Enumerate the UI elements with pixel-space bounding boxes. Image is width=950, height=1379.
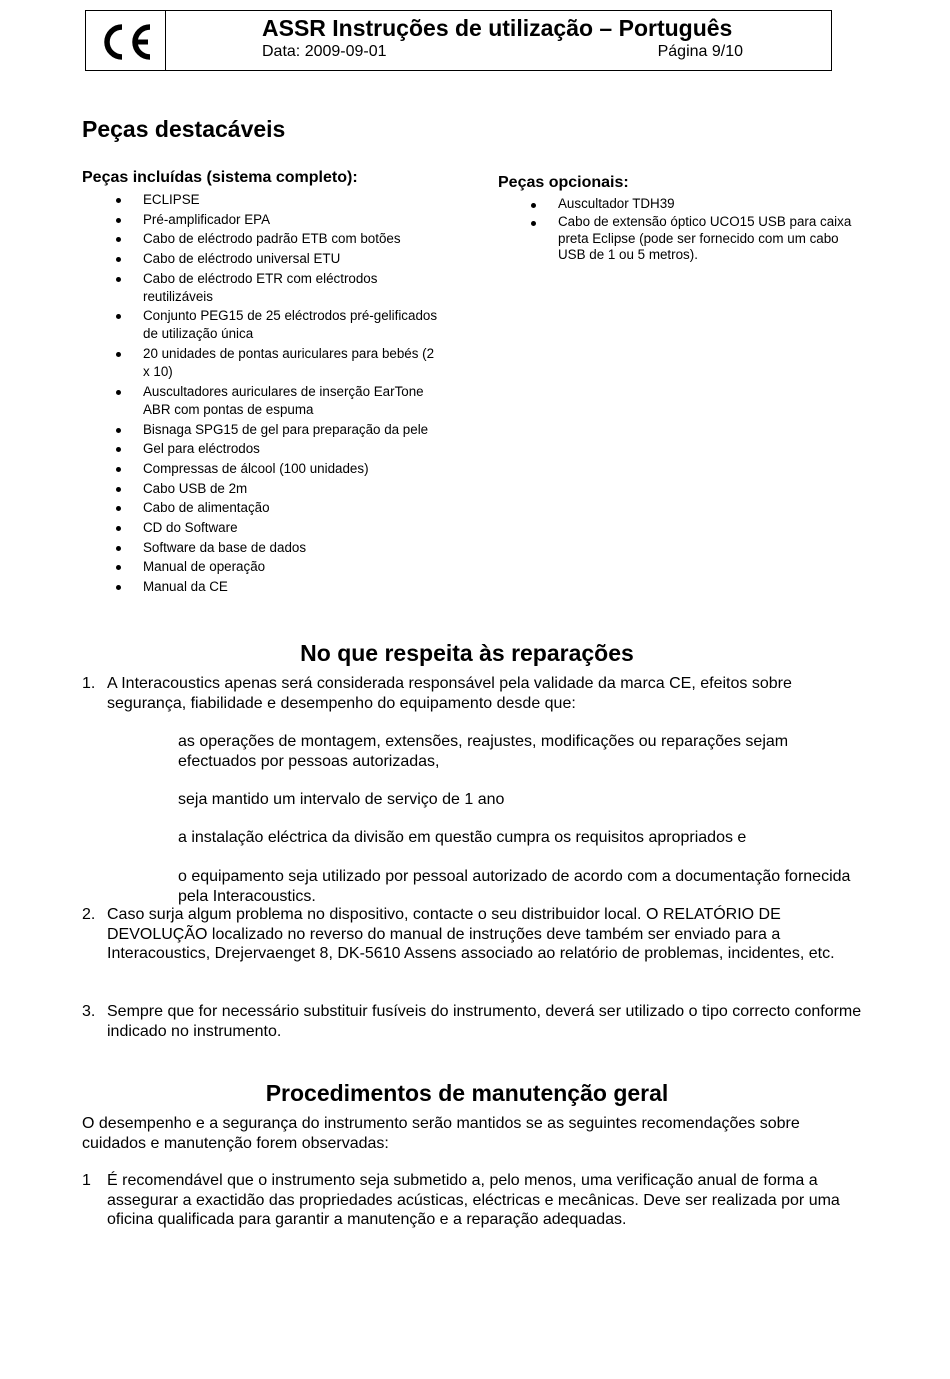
- optional-parts-heading: Peças opcionais:: [498, 174, 629, 191]
- list-item: Bisnaga SPG15 de gel para preparação da pele: [143, 421, 443, 439]
- maintenance-item-1-number: 1: [82, 1172, 91, 1189]
- repairs-condition: a instalação eléctrica da divisão em questão cumpra os requisitos apropriados e: [178, 829, 747, 846]
- logo-cell: [86, 11, 166, 70]
- list-item: Cabo de eléctrodo universal ETU: [143, 250, 443, 268]
- included-parts-heading: Peças incluídas (sistema completo):: [82, 169, 358, 186]
- list-item: Compressas de álcool (100 unidades): [143, 460, 443, 478]
- repairs-condition: as operações de montagem, extensões, reajustes, modificações ou reparações sejam efectuados por pessoas autorizadas,: [178, 733, 789, 770]
- list-item: Cabo de alimentação: [143, 499, 443, 517]
- section-title-repairs: No que respeita às reparações: [300, 640, 634, 666]
- list-item: Manual da CE: [143, 578, 443, 596]
- optional-parts-list: [558, 196, 858, 265]
- list-item: Cabo de eléctrodo padrão ETB com botões: [143, 230, 443, 248]
- list-item: CD do Software: [143, 519, 443, 537]
- list-item: Pré-amplificador EPA: [143, 211, 443, 229]
- repairs-item-2-text: Caso surja algum problema no dispositivo, contacte o seu distribuidor local. O RELATÓRIO DE DEVOLUÇÃO localizado no reverso do manual de instruções deve também ser enviado para a Interacoustics, Drejervaenget 8, DK-5610 Assens associado ao relatório de problemas, incidentes, etc.: [107, 906, 835, 962]
- included-parts-list: [143, 191, 443, 598]
- repairs-item-3-text: Sempre que for necessário substituir fusíveis do instrumento, deverá ser utilizado o tipo correcto conforme indicado no instrumento.: [107, 1003, 862, 1040]
- page-number: Página 9/10: [657, 43, 743, 60]
- repairs-item-1-number: 1.: [82, 675, 96, 692]
- repairs-condition: o equipamento seja utilizado por pessoal autorizado de acordo com a documentação fornecida pela Interacoustics.: [178, 868, 851, 905]
- list-item: ECLIPSE: [143, 191, 443, 209]
- list-item: Cabo USB de 2m: [143, 480, 443, 498]
- list-item: Conjunto PEG15 de 25 eléctrodos pré-gelificados de utilização única: [143, 307, 443, 343]
- repairs-condition: seja mantido um intervalo de serviço de 1 ano: [178, 791, 505, 808]
- ce-mark-icon: [94, 17, 158, 65]
- list-item: Cabo de extensão óptico UCO15 USB para caixa preta Eclipse (pode ser fornecido com um cabo USB de 1 ou 5 metros).: [558, 214, 858, 264]
- list-item: Auscultador TDH39: [558, 196, 858, 213]
- repairs-item-2-number: 2.: [82, 906, 96, 923]
- document-title: ASSR Instruções de utilização – Português: [262, 15, 733, 41]
- list-item: Auscultadores auriculares de inserção EarTone ABR com pontas de espuma: [143, 383, 443, 419]
- maintenance-intro: O desempenho e a segurança do instrumento serão mantidos se as seguintes recomendações sobre cuidados e manutenção forem observadas:: [82, 1115, 800, 1152]
- list-item: Software da base de dados: [143, 539, 443, 557]
- list-item: 20 unidades de pontas auriculares para bebés (2 x 10): [143, 345, 443, 381]
- section-title-detachable-parts: Peças destacáveis: [82, 116, 286, 142]
- section-title-maintenance: Procedimentos de manutenção geral: [265, 1080, 669, 1106]
- list-item: Gel para eléctrodos: [143, 440, 443, 458]
- list-item: Manual de operação: [143, 558, 443, 576]
- repairs-item-1-text: A Interacoustics apenas será considerada responsável pela validade da marca CE, efeitos sobre segurança, fiabilidade e desempenho do equipamento desde que:: [107, 675, 792, 712]
- document-date: Data: 2009-09-01: [262, 43, 387, 60]
- list-item: Cabo de eléctrodo ETR com eléctrodos reutilizáveis: [143, 270, 443, 306]
- maintenance-item-1-text: É recomendável que o instrumento seja submetido a, pelo menos, uma verificação anual de forma a assegurar a exactidão das propriedades acústicas, eléctricas e mecânicas. Deve ser realizada por uma oficina qualificada para garantir a manutenção e a reparação adequadas.: [107, 1172, 840, 1228]
- document-header: [85, 10, 832, 71]
- repairs-item-3-number: 3.: [82, 1003, 96, 1020]
